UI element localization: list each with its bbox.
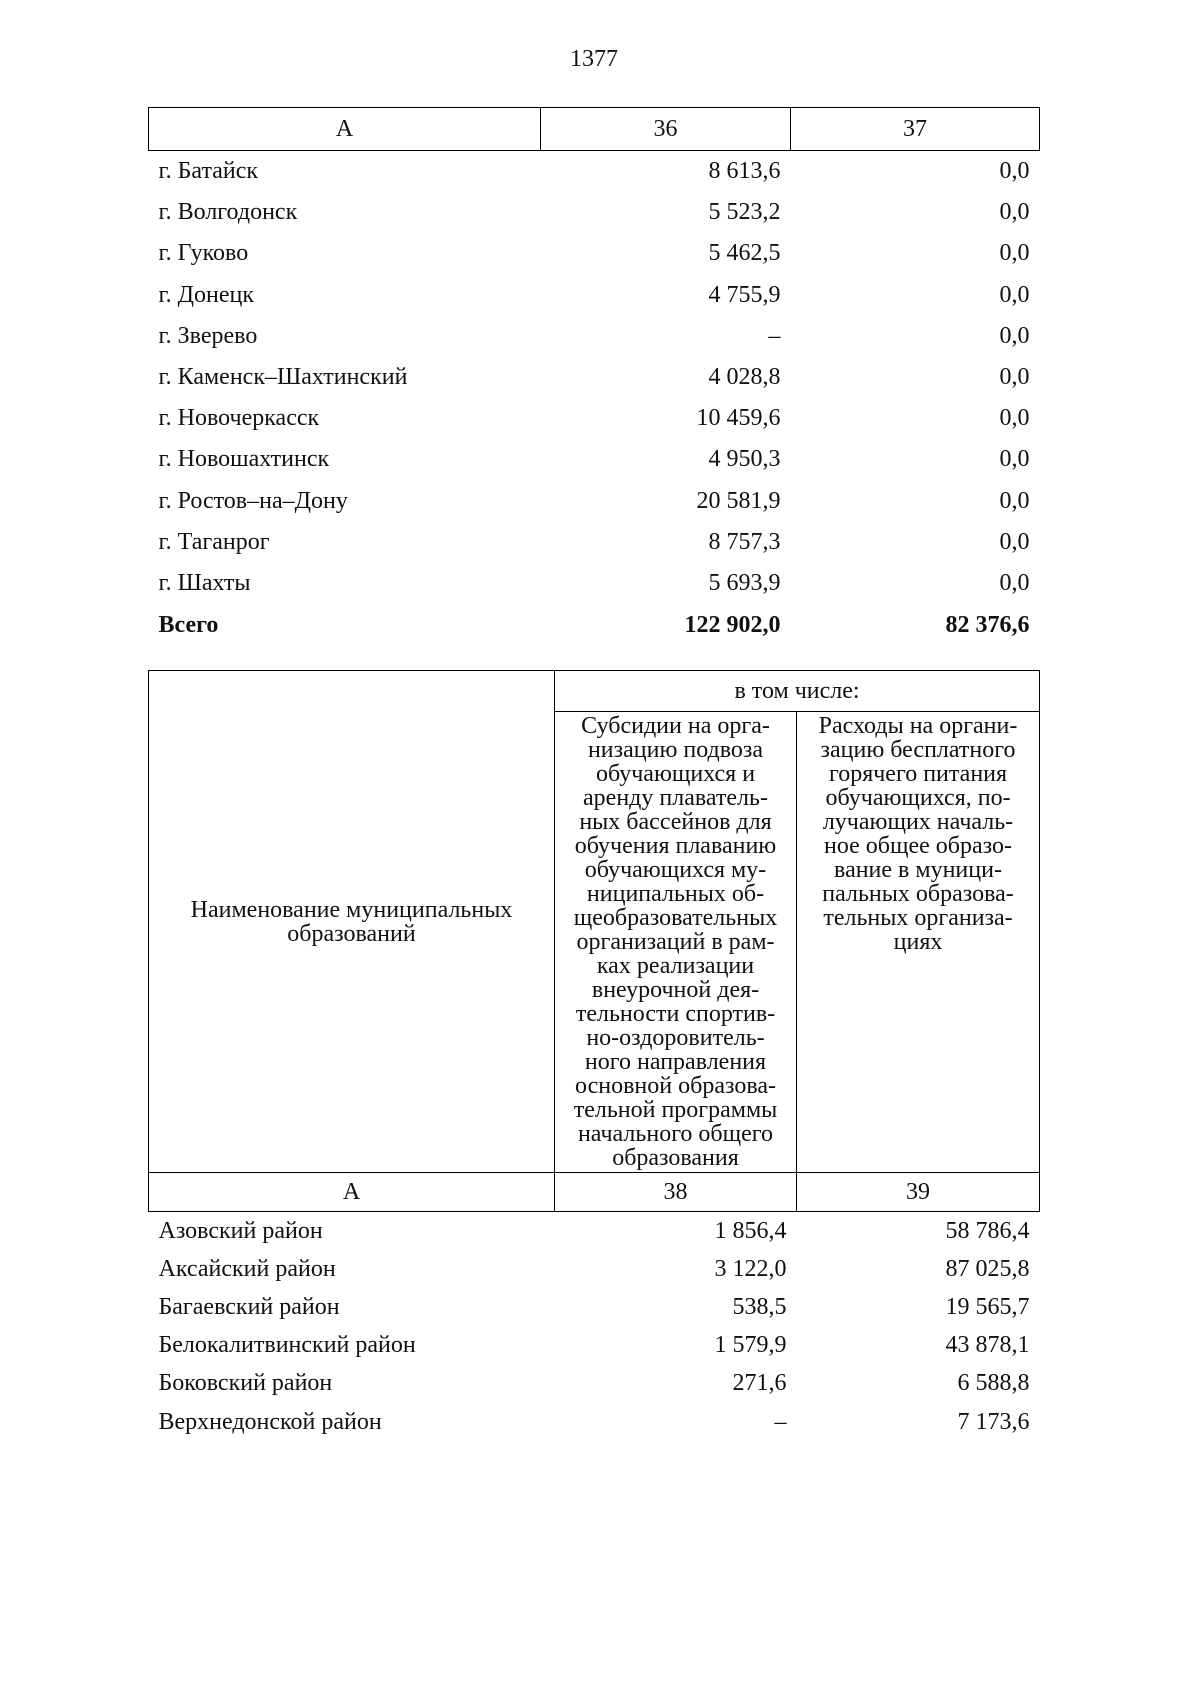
row-name-cell: Багаевский район [158,1293,340,1320]
row-value-cell-c36: 5 462,5 [708,240,781,267]
table-row [149,233,1040,274]
total-row [149,604,1040,646]
row-value-cell-c39: 7 173,6 [957,1408,1030,1435]
table-row [149,1365,1040,1403]
row-name-cell: г. Донецк [158,281,255,308]
table-row [149,275,1040,316]
table-row [149,1250,1040,1288]
municipality-name-header: Наименование муниципальных образований [149,671,555,1173]
table-row [149,357,1040,398]
row-value-cell-c38: 3 122,0 [714,1255,787,1282]
row-name-cell: Аксайский район [158,1255,336,1282]
column-number-38: 38 [555,1173,797,1212]
column-header-38 [555,712,797,1173]
total-value-36: 122 902,0 [684,611,781,638]
row-value-cell-c36: 4 755,9 [708,281,781,308]
page-number: 1377 [570,46,618,72]
row-name-cell: г. Шахты [158,569,251,596]
table-row [149,1403,1040,1441]
column-number-a: А [149,1173,555,1212]
table-row [149,151,1040,193]
row-value-cell-c36: 4 950,3 [708,446,781,473]
table-row [149,563,1040,604]
municipal-table-36-37 [148,107,1040,646]
row-value-cell-c36: 8 757,3 [708,528,781,555]
row-value-cell-c37: 0,0 [999,487,1030,514]
row-name-cell: г. Зверево [158,322,258,349]
row-value-cell-c36: 4 028,8 [708,364,781,391]
municipal-table-38-39 [148,670,1040,1441]
row-value-cell-c36: 10 459,6 [696,405,781,432]
total-value-37: 82 376,6 [945,611,1030,638]
table-row [149,316,1040,357]
row-value-cell-c39: 87 025,8 [945,1255,1030,1282]
row-name-cell: Верхнедонской район [158,1408,382,1435]
row-value-cell-c36: – [768,322,781,349]
row-value-cell-c38: 271,6 [732,1370,787,1397]
row-value-cell-c38: 1 579,9 [714,1332,787,1359]
group-header-row [149,671,1040,712]
row-value-cell-c36: 8 613,6 [708,158,781,185]
row-name-cell: Азовский район [158,1217,323,1244]
row-name-cell: г. Каменск–Шахтинский [158,364,408,391]
column-39-description: Расходы на органи- зацию бесплатного горячего питания обучающихся, по- лучающих началь- ное общее образо- вание в муници- пальных образова- тельных организа- циях [818,713,1018,955]
column-header-a: А [149,108,541,151]
column-38-description: Субсидии на орга- низацию подвоза обучающихся и аренду плаватель- ных бассейнов для обучения плаванию обучающихся му- ниципальных об- щеобразовательных организаций в рам- ках реализации внеурочной дея- тельности спортив- но-оздоровитель- ного направления основной образова- тельной программы начального общего образования [573,713,778,1171]
column-header-39 [797,712,1040,1173]
row-value-cell-c38: 538,5 [732,1293,787,1320]
row-value-cell-c38: 1 856,4 [714,1217,787,1244]
row-value-cell-c37: 0,0 [999,405,1030,432]
table-header-row [149,108,1040,151]
table-row [149,1212,1040,1251]
row-value-cell-c37: 0,0 [999,240,1030,267]
column-number-row [149,1173,1040,1212]
total-label: Всего [158,611,219,638]
row-value-cell-c36: 5 693,9 [708,569,781,596]
row-value-cell-c37: 0,0 [999,569,1030,596]
column-header-36: 36 [541,108,791,151]
row-value-cell-c37: 0,0 [999,281,1030,308]
table-row [149,398,1040,439]
row-name-cell: г. Гуково [158,240,249,267]
group-header: в том числе: [555,671,1040,712]
row-value-cell-c36: 20 581,9 [696,487,781,514]
row-value-cell-c37: 0,0 [999,364,1030,391]
row-name-cell: г. Таганрог [158,528,270,555]
table-row [149,1288,1040,1326]
row-value-cell-c39: 58 786,4 [945,1217,1030,1244]
row-value-cell-c37: 0,0 [999,322,1030,349]
row-name-cell: г. Батайск [158,158,259,185]
table-row [149,439,1040,480]
row-value-cell-c39: 19 565,7 [945,1293,1030,1320]
row-value-cell-c38: – [774,1408,787,1435]
row-value-cell-c37: 0,0 [999,199,1030,226]
row-name-cell: Боковский район [158,1370,333,1397]
table-row [149,192,1040,233]
row-value-cell-c37: 0,0 [999,446,1030,473]
table-row [149,522,1040,563]
row-name-cell: г. Ростов–на–Дону [158,487,348,514]
row-name-cell: Белокалитвинский район [158,1332,416,1359]
row-name-cell: г. Новочеркасск [158,405,320,432]
row-value-cell-c39: 6 588,8 [957,1370,1030,1397]
table-row [149,1327,1040,1365]
table-row [149,481,1040,522]
row-value-cell-c36: 5 523,2 [708,199,781,226]
row-value-cell-c37: 0,0 [999,528,1030,555]
column-number-39: 39 [797,1173,1040,1212]
row-name-cell: г. Волгодонск [158,199,298,226]
column-header-37: 37 [791,108,1040,151]
row-value-cell-c39: 43 878,1 [945,1332,1030,1359]
row-value-cell-c37: 0,0 [999,158,1030,185]
row-name-cell: г. Новошахтинск [158,446,330,473]
